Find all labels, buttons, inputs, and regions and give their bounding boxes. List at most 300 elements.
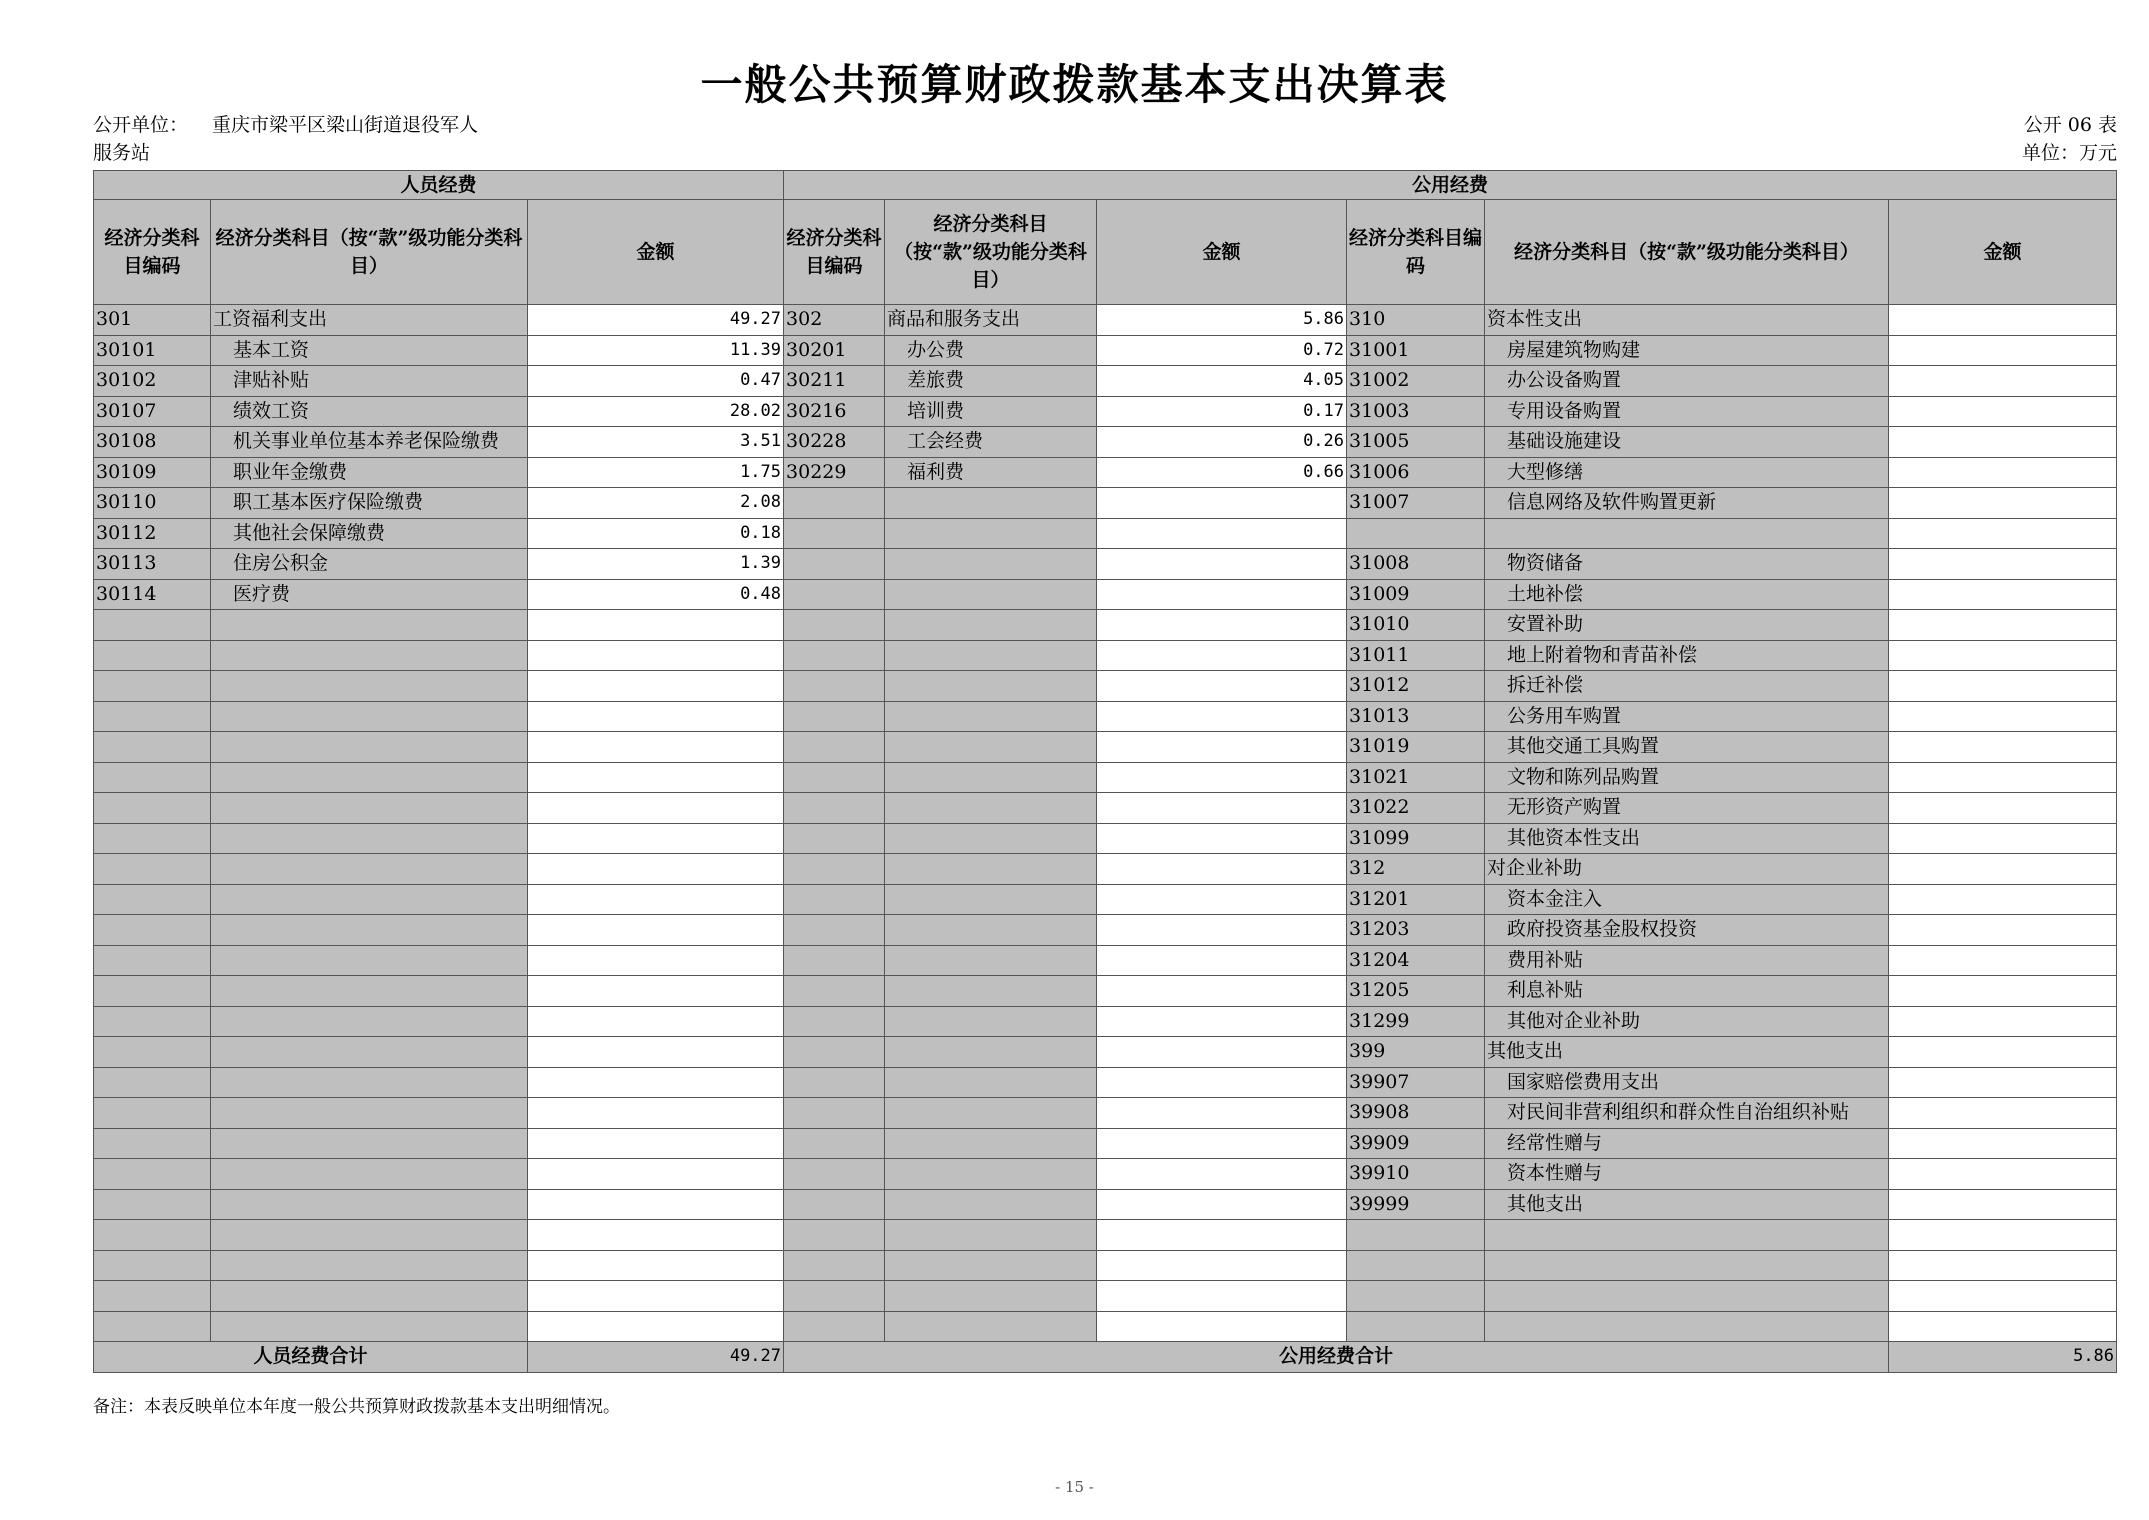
code-cell-b [784,945,885,976]
amount-cell-b [1097,1281,1347,1312]
table-row [94,976,2117,1007]
code-cell-c: 31005 [1347,427,1485,458]
amount-cell-c [1889,945,2117,976]
name-cell-b [885,1006,1097,1037]
amount-cell-c [1889,457,2117,488]
name-cell-a [211,1159,528,1190]
table-row [94,366,2117,397]
code-cell-a [94,945,211,976]
public-total-amount: 5.86 [1889,1342,2117,1373]
name-cell-b [885,1220,1097,1251]
name-cell-c: 物资储备 [1485,549,1889,580]
name-cell-a [211,671,528,702]
name-cell-c: 安置补助 [1485,610,1889,641]
name-cell-b [885,549,1097,580]
amount-cell-a: 1.75 [528,457,784,488]
amount-cell-b: 0.26 [1097,427,1347,458]
name-cell-c [1485,1220,1889,1251]
name-cell-a: 职工基本医疗保险缴费 [211,488,528,519]
amount-cell-c [1889,1311,2117,1342]
table-row [94,884,2117,915]
amount-cell-b: 4.05 [1097,366,1347,397]
amount-cell-a: 1.39 [528,549,784,580]
code-cell-b [784,1311,885,1342]
table-row [94,701,2117,732]
table-row [94,1128,2117,1159]
code-cell-c: 31001 [1347,335,1485,366]
code-cell-b [784,1189,885,1220]
amount-cell-c [1889,762,2117,793]
code-cell-c [1347,518,1485,549]
amount-cell-a [528,1311,784,1342]
name-cell-c [1485,1250,1889,1281]
code-cell-a [94,671,211,702]
code-cell-c [1347,1250,1485,1281]
code-cell-b [784,610,885,641]
code-cell-c: 31204 [1347,945,1485,976]
code-cell-c: 31003 [1347,396,1485,427]
name-cell-c: 资本性赠与 [1485,1159,1889,1190]
table-row [94,793,2117,824]
amount-cell-c [1889,1006,2117,1037]
amount-cell-c [1889,366,2117,397]
table-row [94,518,2117,549]
name-cell-c: 资本金注入 [1485,884,1889,915]
name-cell-c: 经常性赠与 [1485,1128,1889,1159]
name-cell-b [885,1067,1097,1098]
amount-cell-a: 11.39 [528,335,784,366]
name-cell-b: 办公费 [885,335,1097,366]
name-cell-b: 福利费 [885,457,1097,488]
amount-cell-c [1889,396,2117,427]
amount-cell-c [1889,640,2117,671]
name-cell-a [211,1067,528,1098]
table-row [94,1037,2117,1068]
name-cell-a [211,884,528,915]
code-cell-c: 399 [1347,1037,1485,1068]
name-cell-c: 无形资产购置 [1485,793,1889,824]
code-cell-b [784,976,885,1007]
name-cell-c: 政府投资基金股权投资 [1485,915,1889,946]
table-row [94,396,2117,427]
name-cell-b [885,610,1097,641]
code-cell-c: 31010 [1347,610,1485,641]
code-cell-a [94,1189,211,1220]
name-cell-c: 对民间非营利组织和群众性自治组织补贴 [1485,1098,1889,1129]
amount-cell-b: 0.72 [1097,335,1347,366]
code-cell-b [784,1250,885,1281]
name-cell-b [885,884,1097,915]
code-cell-c: 31009 [1347,579,1485,610]
code-cell-b [784,823,885,854]
name-cell-b [885,793,1097,824]
code-cell-c: 31205 [1347,976,1485,1007]
code-cell-a: 30101 [94,335,211,366]
header-amount-b: 金额 [1097,200,1347,305]
amount-cell-a [528,1220,784,1251]
name-cell-a: 其他社会保障缴费 [211,518,528,549]
name-cell-a: 机关事业单位基本养老保险缴费 [211,427,528,458]
name-cell-a [211,1006,528,1037]
code-cell-a [94,1006,211,1037]
amount-cell-b [1097,671,1347,702]
table-row [94,1220,2117,1251]
name-cell-c: 文物和陈列品购置 [1485,762,1889,793]
code-cell-b [784,884,885,915]
name-cell-c: 公务用车购置 [1485,701,1889,732]
code-cell-a [94,1311,211,1342]
code-cell-c: 39999 [1347,1189,1485,1220]
name-cell-a [211,915,528,946]
code-cell-a [94,610,211,641]
name-cell-a: 基本工资 [211,335,528,366]
name-cell-b: 差旅费 [885,366,1097,397]
name-cell-c: 大型修缮 [1485,457,1889,488]
name-cell-b [885,1159,1097,1190]
code-cell-a [94,762,211,793]
table-row [94,335,2117,366]
amount-cell-a [528,976,784,1007]
name-cell-b: 商品和服务支出 [885,305,1097,336]
code-cell-b: 302 [784,305,885,336]
amount-cell-b [1097,854,1347,885]
amount-cell-a: 2.08 [528,488,784,519]
amount-cell-a [528,1250,784,1281]
amount-cell-a [528,762,784,793]
table-row [94,671,2117,702]
amount-cell-c [1889,823,2117,854]
header-code-c: 经济分类科目编码 [1347,200,1485,305]
name-cell-b [885,579,1097,610]
table-row [94,305,2117,336]
code-cell-b [784,671,885,702]
amount-cell-b: 0.17 [1097,396,1347,427]
code-cell-c [1347,1281,1485,1312]
table-row [94,640,2117,671]
name-cell-b [885,671,1097,702]
public-total-label: 公用经费合计 [784,1342,1889,1373]
amount-cell-b [1097,1311,1347,1342]
unit-name-line2: 服务站 [93,142,151,164]
code-cell-a [94,823,211,854]
amount-cell-b [1097,915,1347,946]
name-cell-a: 津贴补贴 [211,366,528,397]
amount-cell-a: 49.27 [528,305,784,336]
code-cell-c: 39907 [1347,1067,1485,1098]
amount-cell-a [528,1189,784,1220]
code-cell-a [94,915,211,946]
header-name-c: 经济分类科目（按“款”级功能分类科目） [1485,200,1889,305]
amount-cell-a: 0.48 [528,579,784,610]
amount-cell-b: 5.86 [1097,305,1347,336]
code-cell-c: 310 [1347,305,1485,336]
amount-cell-a [528,610,784,641]
amount-cell-c [1889,1220,2117,1251]
personnel-total-amount: 49.27 [528,1342,784,1373]
amount-cell-b [1097,1006,1347,1037]
section-personnel: 人员经费 [94,171,784,200]
table-row [94,1250,2117,1281]
amount-cell-a [528,1067,784,1098]
amount-cell-b [1097,640,1347,671]
name-cell-b [885,1037,1097,1068]
amount-cell-c [1889,1159,2117,1190]
code-cell-a: 30107 [94,396,211,427]
code-cell-c: 39909 [1347,1128,1485,1159]
name-cell-b [885,915,1097,946]
amount-cell-b [1097,945,1347,976]
table-row [94,1098,2117,1129]
code-cell-b [784,1067,885,1098]
table-row [94,732,2117,763]
amount-cell-a [528,1128,784,1159]
amount-cell-a [528,854,784,885]
name-cell-c: 土地补偿 [1485,579,1889,610]
amount-cell-c [1889,1189,2117,1220]
name-cell-c: 对企业补助 [1485,854,1889,885]
name-cell-b [885,854,1097,885]
amount-cell-a: 3.51 [528,427,784,458]
name-cell-a [211,1189,528,1220]
amount-cell-b [1097,732,1347,763]
name-cell-c: 其他交通工具购置 [1485,732,1889,763]
code-cell-b [784,1006,885,1037]
name-cell-c: 专用设备购置 [1485,396,1889,427]
amount-cell-b [1097,823,1347,854]
name-cell-b [885,488,1097,519]
amount-cell-a [528,793,784,824]
amount-cell-c [1889,1098,2117,1129]
name-cell-a [211,701,528,732]
name-cell-b [885,1189,1097,1220]
name-cell-a [211,793,528,824]
code-cell-b [784,640,885,671]
code-cell-c: 31299 [1347,1006,1485,1037]
amount-cell-a [528,671,784,702]
code-cell-c [1347,1220,1485,1251]
header-amount-c: 金额 [1889,200,2117,305]
name-cell-b [885,518,1097,549]
amount-cell-c [1889,579,2117,610]
name-cell-c: 其他支出 [1485,1037,1889,1068]
amount-cell-a [528,732,784,763]
table-row [94,1311,2117,1342]
amount-cell-a [528,1159,784,1190]
code-cell-b [784,1281,885,1312]
amount-cell-a [528,701,784,732]
amount-cell-b [1097,1037,1347,1068]
name-cell-c: 拆迁补偿 [1485,671,1889,702]
amount-cell-a: 28.02 [528,396,784,427]
code-cell-a [94,1098,211,1129]
code-cell-c: 31201 [1347,884,1485,915]
name-cell-a [211,1250,528,1281]
name-cell-a [211,762,528,793]
amount-cell-b [1097,518,1347,549]
name-cell-c: 信息网络及软件购置更新 [1485,488,1889,519]
amount-cell-a [528,1098,784,1129]
name-cell-b [885,823,1097,854]
amount-cell-a: 0.18 [528,518,784,549]
currency-unit: 单位：万元 [2021,142,2117,164]
code-cell-a [94,701,211,732]
amount-cell-a [528,1006,784,1037]
code-cell-a [94,640,211,671]
amount-cell-a [528,823,784,854]
header-code-b: 经济分类科目编码 [784,200,885,305]
amount-cell-b [1097,1250,1347,1281]
table-row [94,549,2117,580]
name-cell-a [211,640,528,671]
code-cell-a: 30109 [94,457,211,488]
amount-cell-b [1097,1159,1347,1190]
amount-cell-b [1097,1098,1347,1129]
form-meta [2022,111,2117,167]
amount-cell-b [1097,884,1347,915]
code-cell-c: 312 [1347,854,1485,885]
code-cell-c: 39910 [1347,1159,1485,1190]
table-row [94,579,2117,610]
name-cell-b [885,701,1097,732]
name-cell-c: 费用补贴 [1485,945,1889,976]
amount-cell-b [1097,976,1347,1007]
amount-cell-c [1889,732,2117,763]
code-cell-a [94,1281,211,1312]
code-cell-a [94,1250,211,1281]
amount-cell-c [1889,701,2117,732]
name-cell-c: 房屋建筑物购建 [1485,335,1889,366]
name-cell-a [211,1311,528,1342]
code-cell-a [94,884,211,915]
name-cell-c: 国家赔偿费用支出 [1485,1067,1889,1098]
table-row [94,1189,2117,1220]
name-cell-b [885,1098,1097,1129]
amount-cell-b [1097,1189,1347,1220]
code-cell-a [94,1037,211,1068]
code-cell-c: 31013 [1347,701,1485,732]
table-row [94,945,2117,976]
amount-cell-a [528,640,784,671]
code-cell-c: 31012 [1347,671,1485,702]
code-cell-b [784,854,885,885]
table-row [94,823,2117,854]
name-cell-a [211,610,528,641]
name-cell-b [885,732,1097,763]
name-cell-c: 利息补贴 [1485,976,1889,1007]
code-cell-a [94,1128,211,1159]
code-cell-c: 39908 [1347,1098,1485,1129]
code-cell-a: 301 [94,305,211,336]
code-cell-b: 30229 [784,457,885,488]
code-cell-a [94,793,211,824]
name-cell-a: 职业年金缴费 [211,457,528,488]
amount-cell-c [1889,549,2117,580]
reporting-unit [93,111,478,167]
amount-cell-c [1889,1281,2117,1312]
name-cell-a [211,976,528,1007]
code-cell-c: 31008 [1347,549,1485,580]
amount-cell-c [1889,1037,2117,1068]
name-cell-c: 其他对企业补助 [1485,1006,1889,1037]
code-cell-c: 31203 [1347,915,1485,946]
table-row [94,1006,2117,1037]
page-title: 一般公共预算财政拨款基本支出决算表 [700,60,1449,109]
code-cell-c: 31011 [1347,640,1485,671]
code-cell-a: 30102 [94,366,211,397]
column-header-row [94,200,2117,305]
section-public: 公用经费 [784,171,2117,200]
name-cell-b [885,945,1097,976]
amount-cell-c [1889,884,2117,915]
amount-cell-a [528,1281,784,1312]
name-cell-a [211,854,528,885]
code-cell-c: 31022 [1347,793,1485,824]
amount-cell-c [1889,610,2117,641]
name-cell-a [211,732,528,763]
name-cell-b [885,1311,1097,1342]
header-name-b: 经济分类科目（按“款”级功能分类科目） [885,200,1097,305]
code-cell-c: 31021 [1347,762,1485,793]
code-cell-a: 30108 [94,427,211,458]
table-row [94,610,2117,641]
name-cell-c [1485,1311,1889,1342]
name-cell-a [211,1037,528,1068]
code-cell-a [94,1067,211,1098]
code-cell-a [94,854,211,885]
amount-cell-b [1097,610,1347,641]
name-cell-b [885,762,1097,793]
code-cell-c: 31099 [1347,823,1485,854]
code-cell-b [784,701,885,732]
code-cell-c: 31002 [1347,366,1485,397]
code-cell-a: 30114 [94,579,211,610]
name-cell-a [211,945,528,976]
amount-cell-c [1889,488,2117,519]
amount-cell-b [1097,1128,1347,1159]
code-cell-b: 30201 [784,335,885,366]
name-cell-b [885,1281,1097,1312]
page-number: - 15 - [1055,1478,1094,1496]
name-cell-b [885,1128,1097,1159]
amount-cell-c [1889,1250,2117,1281]
code-cell-b [784,1159,885,1190]
code-cell-b: 30216 [784,396,885,427]
amount-cell-c [1889,518,2117,549]
amount-cell-b [1097,762,1347,793]
name-cell-c: 其他支出 [1485,1189,1889,1220]
code-cell-a: 30113 [94,549,211,580]
unit-name-line1: 重庆市梁平区梁山街道退役军人 [212,114,479,136]
code-cell-b [784,1220,885,1251]
amount-cell-b [1097,1067,1347,1098]
code-cell-b: 30211 [784,366,885,397]
name-cell-c [1485,518,1889,549]
name-cell-b [885,1250,1097,1281]
amount-cell-a: 0.47 [528,366,784,397]
header-code-a: 经济分类科目编码 [94,200,211,305]
code-cell-a [94,732,211,763]
amount-cell-b [1097,488,1347,519]
code-cell-a: 30110 [94,488,211,519]
name-cell-a: 绩效工资 [211,396,528,427]
name-cell-a [211,823,528,854]
name-cell-a [211,1128,528,1159]
amount-cell-c [1889,427,2117,458]
amount-cell-c [1889,793,2117,824]
unit-label: 公开单位： [93,114,189,136]
amount-cell-a [528,915,784,946]
code-cell-a [94,1220,211,1251]
